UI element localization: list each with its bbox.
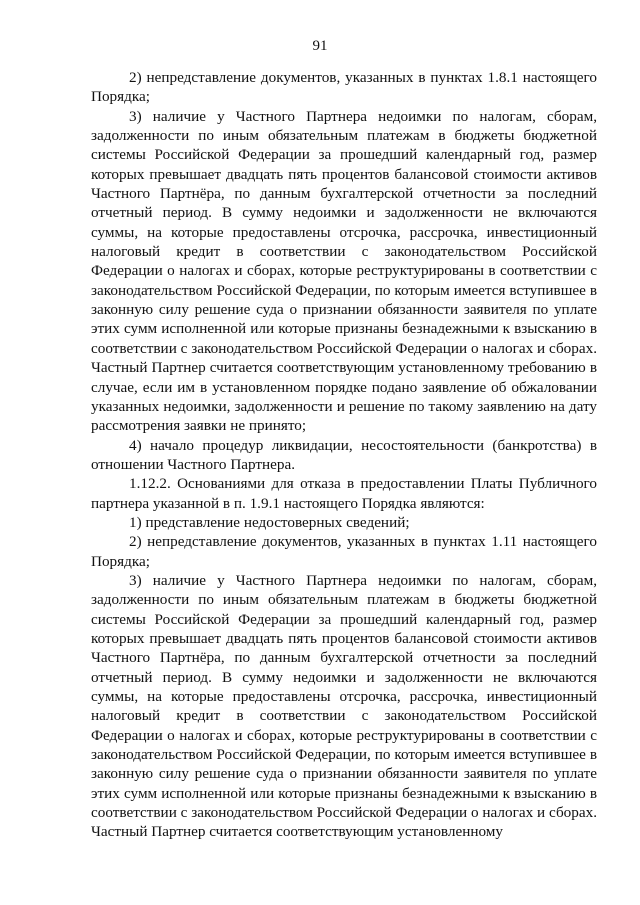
document-body <box>91 68 597 842</box>
paragraph-section-1-12-2: 1.12.2. Основаниями для отказа в предоставлении Платы Публичного партнера указанной в п. 1.9.1 настоящего Порядка являются: <box>91 475 597 512</box>
paragraph-item-1-false-info: 1) представление недостоверных сведений; <box>129 513 410 531</box>
paragraph-item-3-tax-arrears: 3) наличие у Частного Партнера недоимки по налогам, сборам, задолженности по иным обязательным платежам в бюджеты бюджетной системы Российской Федерации за прошедший календарный год, размер которых превышает двадцать пять процентов балансовой стоимости активов Частного Партнёра, по данным бухгалтерской отчетности за последний отчетный период. В сумму недоимки и задолженности не включаются суммы, на которые предоставлены отсрочка, рассрочка, инвестиционный налоговый кредит в соответствии с законодательством Российской Федерации о налогах и сборах, которые реструктурированы в соответствии с законодательством Российской Федерации, по которым имеется вступившее в законную силу решение суда о признании обязанности заявителя по уплате этих сумм исполненной или которые признаны безнадежными к взысканию в соответствии с законодательством Российской Федерации о налогах и сборах. Частный Партнер считается соответствующим установленному требованию в случае, если им в установленном порядке подано заявление об обжаловании указанных недоимки, задолженности и решение по такому заявлению на дату рассмотрения заявки не принято; <box>91 107 597 435</box>
paragraph-item-4-liquidation: 4) начало процедур ликвидации, несостоятельности (банкротства) в отношении Частного Партнера. <box>91 436 597 473</box>
paragraph-item-3-tax-arrears-repeat: 3) наличие у Частного Партнера недоимки по налогам, сборам, задолженности по иным обязательным платежам в бюджеты бюджетной системы Российской Федерации за прошедший календарный год, размер которых превышает двадцать пять процентов балансовой стоимости активов Частного Партнёра, по данным бухгалтерской отчетности за последний отчетный период. В сумму недоимки и задолженности не включаются суммы, на которые предоставлены отсрочка, рассрочка, инвестиционный налоговый кредит в соответствии с законодательством Российской Федерации о налогах и сборах, которые реструктурированы в соответствии с законодательством Российской Федерации, по которым имеется вступившее в законную силу решение суда о признании обязанности заявителя по уплате этих сумм исполненной или которые признаны безнадежными к взысканию в соответствии с законодательством Российской Федерации о налогах и сборах. Частный Партнер считается соответствующим установленному <box>91 571 597 841</box>
paragraph-item-2-nonsubmission-1-11: 2) непредставление документов, указанных в пунктах 1.11 настоящего Порядка; <box>91 533 597 570</box>
page-number: 91 <box>312 38 328 54</box>
paragraph-item-2-nonsubmission: 2) непредставление документов, указанных в пунктах 1.8.1 настоящего Порядка; <box>91 69 597 106</box>
